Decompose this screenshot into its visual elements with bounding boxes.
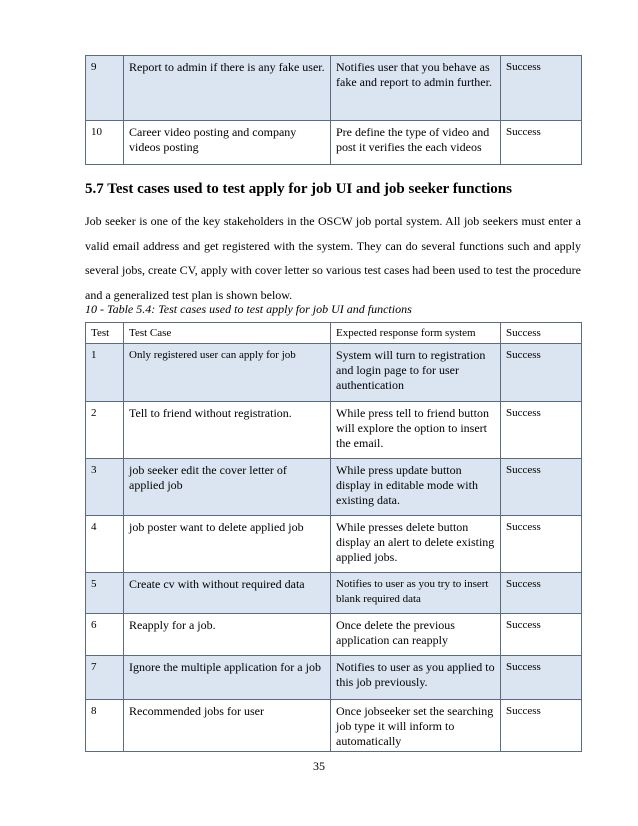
page-number: 35	[313, 759, 325, 773]
expected-response: Notifies to user as you applied to this job previously.	[331, 656, 501, 700]
test-number: 8	[86, 700, 124, 752]
table-row	[86, 121, 582, 165]
test-number: 4	[86, 516, 124, 573]
test-case: job seeker edit the cover letter of applied job	[124, 459, 331, 516]
test-case: Ignore the multiple application for a job	[124, 656, 331, 700]
test-result: Success	[501, 402, 582, 459]
test-result: Success	[501, 459, 582, 516]
header-expected: Expected response form system	[331, 323, 501, 344]
table-row	[86, 56, 582, 121]
table-row	[86, 656, 582, 700]
test-case: Reapply for a job.	[124, 614, 331, 656]
expected-response: Notifies to user as you try to insert blank required data	[331, 573, 501, 614]
expected-response: System will turn to registration and login page to for user authentication	[331, 344, 501, 402]
test-result: Success	[501, 614, 582, 656]
header-success: Success	[501, 323, 582, 344]
main-test-table	[85, 322, 582, 752]
test-result: Success	[501, 656, 582, 700]
section-paragraph: Job seeker is one of the key stakeholders in the OSCW job portal system. All job seekers must enter a valid email address and get registered with the system. They can do several functions such and apply several jobs, create CV, apply with cover letter so various test cases had been used to test the procedure and a generalized test plan is shown below.	[85, 214, 581, 302]
test-result: Success	[501, 516, 582, 573]
test-number: 10	[86, 121, 124, 165]
top-test-table	[85, 55, 582, 165]
table-header-row	[86, 323, 582, 344]
test-number: 5	[86, 573, 124, 614]
table-row	[86, 614, 582, 656]
section-heading: 5.7 Test cases used to test apply for job UI and job seeker functions	[85, 181, 512, 197]
header-test-case: Test Case	[124, 323, 331, 344]
test-result: Success	[501, 700, 582, 752]
table-row	[86, 344, 582, 402]
expected-response: While press tell to friend button will explore the option to insert the email.	[331, 402, 501, 459]
expected-response: Once delete the previous application can reapply	[331, 614, 501, 656]
test-result: Success	[501, 121, 582, 165]
header-test: Test	[86, 323, 124, 344]
table-row	[86, 402, 582, 459]
table-caption: 10 - Table 5.4: Test cases used to test apply for job UI and functions	[85, 302, 412, 316]
test-result: Success	[501, 573, 582, 614]
test-result: Success	[501, 56, 582, 121]
test-case: Career video posting and company videos posting	[124, 121, 331, 165]
table-row	[86, 700, 582, 752]
test-number: 3	[86, 459, 124, 516]
test-number: 1	[86, 344, 124, 402]
test-case: Tell to friend without registration.	[124, 402, 331, 459]
table-row	[86, 459, 582, 516]
test-result: Success	[501, 344, 582, 402]
test-number: 9	[86, 56, 124, 121]
expected-response: Pre define the type of video and post it verifies the each videos	[331, 121, 501, 165]
expected-response: While presses delete button display an alert to delete existing applied jobs.	[331, 516, 501, 573]
test-case: Recommended jobs for user	[124, 700, 331, 752]
table-row	[86, 573, 582, 614]
test-case: job poster want to delete applied job	[124, 516, 331, 573]
test-number: 6	[86, 614, 124, 656]
test-case: Create cv with without required data	[124, 573, 331, 614]
test-number: 7	[86, 656, 124, 700]
expected-response: While press update button display in editable mode with existing data.	[331, 459, 501, 516]
test-number: 2	[86, 402, 124, 459]
expected-response: Notifies user that you behave as fake and report to admin further.	[331, 56, 501, 121]
test-case: Only registered user can apply for job	[124, 344, 331, 402]
expected-response: Once jobseeker set the searching job type it will inform to automatically	[331, 700, 501, 752]
test-case: Report to admin if there is any fake user.	[124, 56, 331, 121]
table-row	[86, 516, 582, 573]
